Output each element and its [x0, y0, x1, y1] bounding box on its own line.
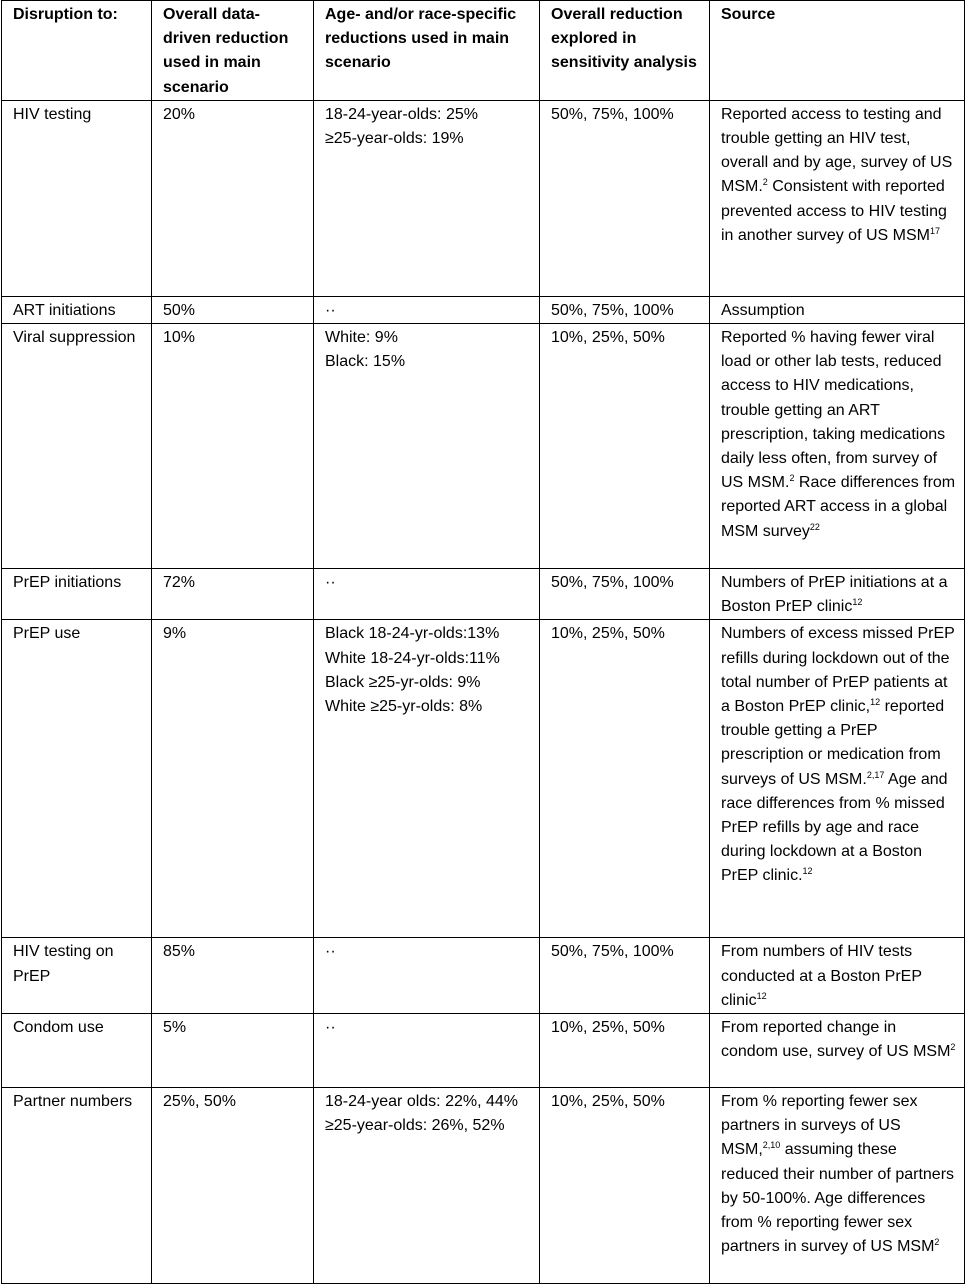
cell-source	[710, 938, 965, 1014]
cell-sensitivity-reduction: 10%, 25%, 50%	[540, 324, 710, 569]
cell-sensitivity-reduction: 50%, 75%, 100%	[540, 100, 710, 296]
table-row	[2, 620, 965, 938]
header-overall-reduction: Overall data-driven reduction used in main scenario	[152, 1, 314, 101]
source-text: Race differences from reported ART access in a global MSM survey	[721, 474, 956, 540]
source-reference: 2,17	[866, 769, 885, 780]
cell-overall-reduction: 9%	[152, 620, 314, 938]
cell-source	[710, 324, 965, 569]
table-row	[2, 296, 965, 323]
table-row	[2, 324, 965, 569]
cell-sensitivity-reduction: 50%, 75%, 100%	[540, 569, 710, 620]
table-row	[2, 1014, 965, 1088]
source-reference: 2,10	[762, 1140, 781, 1151]
cell-overall-reduction: 85%	[152, 938, 314, 1014]
source-reference: 2	[950, 1042, 956, 1053]
cell-disruption: ART initiations	[2, 296, 152, 323]
cell-overall-reduction: 5%	[152, 1014, 314, 1088]
source-reference: 12	[870, 697, 881, 708]
cell-disruption: PrEP initiations	[2, 569, 152, 620]
cell-source	[710, 296, 965, 323]
header-source: Source	[710, 1, 965, 101]
cell-disruption: Condom use	[2, 1014, 152, 1088]
source-text: From % reporting fewer sex partners in surveys of US MSM,	[721, 1093, 918, 1159]
cell-sensitivity-reduction: 10%, 25%, 50%	[540, 620, 710, 938]
cell-specific-reductions: White: 9% Black: 15%	[314, 324, 540, 569]
source-text: Consistent with reported prevented access to HIV testing in another survey of US MSM	[721, 178, 947, 244]
table-row	[2, 1088, 965, 1284]
cell-specific-reductions: ··	[314, 1014, 540, 1088]
cell-source	[710, 1088, 965, 1284]
table-row	[2, 938, 965, 1014]
source-text: Reported % having fewer viral load or other lab tests, reduced access to HIV medications, trouble getting an ART prescription, taking medications daily less often, from survey of US MSM.	[721, 329, 946, 492]
source-reference: 2	[934, 1237, 940, 1248]
cell-source	[710, 620, 965, 938]
table-row	[2, 100, 965, 296]
cell-specific-reductions: 18-24-year-olds: 25% ≥25-year-olds: 19%	[314, 100, 540, 296]
cell-disruption: Viral suppression	[2, 324, 152, 569]
source-reference: 2	[762, 177, 768, 188]
cell-overall-reduction: 50%	[152, 296, 314, 323]
source-reference: 12	[852, 597, 863, 608]
source-text: reported trouble getting a PrEP prescription or medication from surveys of US MSM.	[721, 698, 945, 788]
cell-sensitivity-reduction: 10%, 25%, 50%	[540, 1088, 710, 1284]
cell-specific-reductions: ··	[314, 569, 540, 620]
cell-overall-reduction: 25%, 50%	[152, 1088, 314, 1284]
source-text: Assumption	[721, 301, 805, 319]
header-row	[2, 1, 965, 101]
cell-source	[710, 1014, 965, 1088]
disruption-table	[1, 0, 965, 1284]
source-text: From reported change in condom use, survey of US MSM	[721, 1019, 951, 1061]
source-reference: 2	[789, 473, 795, 484]
source-text: Numbers of excess missed PrEP refills during lockdown out of the total number of PrEP patients at a Boston PrEP clinic,	[721, 625, 955, 716]
header-sensitivity-reduction: Overall reduction explored in sensitivity analysis	[540, 1, 710, 101]
cell-sensitivity-reduction: 10%, 25%, 50%	[540, 1014, 710, 1088]
cell-overall-reduction: 10%	[152, 324, 314, 569]
cell-specific-reductions: Black 18-24-yr-olds:13% White 18-24-yr-olds:11% Black ≥25-yr-olds: 9% White ≥25-yr-olds: 8%	[314, 620, 540, 938]
source-reference: 12	[756, 990, 767, 1001]
source-reference: 12	[802, 866, 813, 877]
source-reference: 17	[929, 225, 940, 236]
cell-specific-reductions: ··	[314, 296, 540, 323]
source-reference: 22	[809, 521, 820, 532]
header-disruption: Disruption to:	[2, 1, 152, 101]
cell-source	[710, 569, 965, 620]
source-text: Numbers of PrEP initiations at a Boston PrEP clinic	[721, 574, 948, 616]
cell-disruption: HIV testing on PrEP	[2, 938, 152, 1014]
cell-specific-reductions: 18-24-year olds: 22%, 44% ≥25-year-olds: 26%, 52%	[314, 1088, 540, 1284]
cell-specific-reductions: ··	[314, 938, 540, 1014]
cell-overall-reduction: 20%	[152, 100, 314, 296]
cell-sensitivity-reduction: 50%, 75%, 100%	[540, 296, 710, 323]
header-specific-reductions: Age- and/or race-specific reductions used in main scenario	[314, 1, 540, 101]
table-row	[2, 569, 965, 620]
cell-disruption: PrEP use	[2, 620, 152, 938]
source-text: Reported access to testing and trouble getting an HIV test, overall and by age, survey of US MSM.	[721, 105, 953, 196]
cell-overall-reduction: 72%	[152, 569, 314, 620]
cell-disruption: HIV testing	[2, 100, 152, 296]
source-text: From numbers of HIV tests conducted at a Boston PrEP clinic	[721, 943, 922, 1009]
cell-sensitivity-reduction: 50%, 75%, 100%	[540, 938, 710, 1014]
source-text: assuming these reduced their number of partners by 50-100%. Age differences from % reporting fewer sex partners in survey of US MSM	[721, 1141, 955, 1256]
source-text: Age and race differences from % missed PrEP refills by age and race during lockdown at a Boston PrEP clinic.	[721, 770, 948, 885]
cell-disruption: Partner numbers	[2, 1088, 152, 1284]
cell-source	[710, 100, 965, 296]
